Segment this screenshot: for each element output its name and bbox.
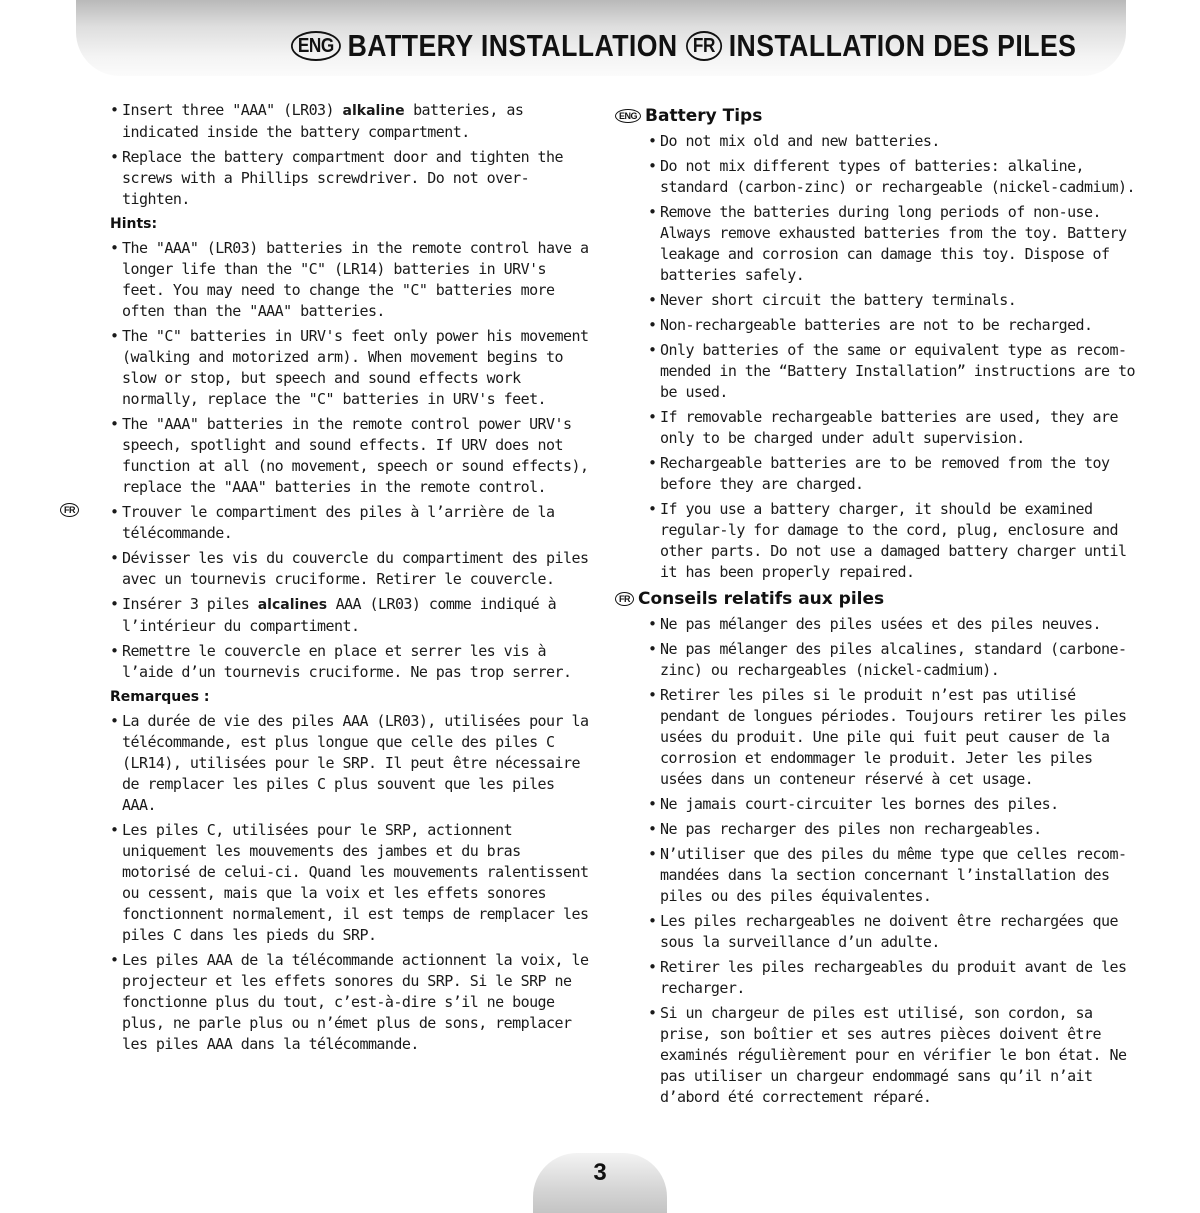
fr-install-step: • Trouver le compartiment des piles à l’arrière de la télécommande. [110, 502, 590, 544]
battery-tip: • Remove the batteries during long periods of non-use. Always remove exhausted batteries from the toy. Battery leakage and corrosion can damage this toy. Dispose of batteries safely. [648, 202, 1135, 286]
battery-tip: • Do not mix old and new batteries. [648, 131, 1135, 152]
conseil-item: • Ne jamais court-circuiter les bornes des piles. [648, 794, 1135, 815]
hints-heading: Hints: [110, 216, 158, 232]
battery-tips-heading: ENG Battery Tips [615, 104, 1135, 128]
eng-language-badge-small: ENG [615, 109, 641, 123]
page-number: 3 [593, 1159, 607, 1186]
battery-tip: • If removable rechargeable batteries are used, they are only to be charged under adult supervision. [648, 407, 1135, 449]
fr-install-step: • Dévisser les vis du couvercle du compartiment des piles avec un tournevis cruciforme. Retirer le couvercle. [110, 548, 590, 590]
fr-language-badge-small: FR [60, 503, 79, 517]
remarque-item: • Les piles C, utilisées pour le SRP, actionnent uniquement les mouvements des jambes et du bras motorisé de celui-ci. Quand les mouvements ralentissent ou cessent, mais que la voix et les effets sonores fonctionnent normalement, il est temps de remplacer les piles C dans les pieds du SRP. [110, 820, 590, 946]
page-number-tab [533, 1153, 667, 1213]
fr-language-badge-small: FR [615, 592, 634, 606]
battery-tip: • Do not mix different types of batteries: alkaline, standard (carbon-zinc) or rechargeable (nickel-cadmium). [648, 156, 1135, 198]
battery-tip: • Non-rechargeable batteries are not to be recharged. [648, 315, 1135, 336]
conseil-item: • Retirer les piles rechargeables du produit avant de les recharger. [648, 957, 1135, 999]
left-column [60, 100, 590, 1059]
fr-install-block [60, 502, 590, 683]
eng-install-step: • Replace the battery compartment door and tighten the screws with a Phillips screwdriver. Do not over-tighten. [110, 147, 590, 210]
hint-item: • The "AAA" (LR03) batteries in the remote control have a longer life than the "C" (LR14) batteries in URV's feet. You may need to change the "C" batteries more often than the "AAA" batteries. [110, 238, 590, 322]
header-title-eng [291, 24, 678, 68]
conseil-item: • Les piles rechargeables ne doivent être rechargées que sous la surveillance d’un adulte. [648, 911, 1135, 953]
header-fr-text: INSTALLATION DES PILES [728, 28, 1077, 63]
conseil-item: • Ne pas mélanger des piles usées et des piles neuves. [648, 614, 1135, 635]
conseil-item: • Ne pas mélanger des piles alcalines, standard (carbone-zinc) ou rechargeables (nickel-cadmium). [648, 639, 1135, 681]
battery-tip: • If you use a battery charger, it should be examined regular-ly for damage to the cord, plug, enclosure and other parts. Do not use a damaged battery charger until it has been properly repaired. [648, 499, 1135, 583]
battery-tip: • Rechargeable batteries are to be removed from the toy before they are charged. [648, 453, 1135, 495]
battery-tip: • Never short circuit the battery terminals. [648, 290, 1135, 311]
header-title-fr [686, 24, 1076, 68]
eng-install-step: • Insert three "AAA" (LR03) alkaline batteries, as indicated inside the battery compartment. [110, 100, 590, 143]
conseil-item: • Si un chargeur de piles est utilisé, son cordon, sa prise, son boîtier et ses autres pièces doivent être examinés régulièrement pour en vérifier le bon état. Ne pas utiliser un chargeur endommagé sans qu’il n’ait d’abord été correctement réparé. [648, 1003, 1135, 1108]
battery-tip: • Only batteries of the same or equivalent type as recom-mended in the “Battery Installation” instructions are to be used. [648, 340, 1135, 403]
hint-item: • The "C" batteries in URV's feet only power his movement (walking and motorized arm). When movement begins to slow or stop, but speech and sound effects work normally, replace the "C" batteries in URV's feet. [110, 326, 590, 410]
eng-language-badge: ENG [291, 31, 341, 61]
conseil-item: • N’utiliser que des piles du même type que celles recom-mandées dans la section concernant l’installation des piles ou des piles équivalentes. [648, 844, 1135, 907]
fr-install-step: • Remettre le couvercle en place et serrer les vis à l’aide d’un tournevis cruciforme. Ne pas trop serrer. [110, 641, 590, 683]
conseil-item: • Retirer les piles si le produit n’est pas utilisé pendant de longues périodes. Toujours retirer les piles usées du produit. Une pile qui fuit peut causer de la corrosion et endommager le produit. Jeter les piles usées dans un conteneur réservé à cet usage. [648, 685, 1135, 790]
fr-language-badge: FR [686, 31, 722, 61]
conseil-item: • Ne pas recharger des piles non rechargeables. [648, 819, 1135, 840]
header-banner [76, 0, 1126, 76]
remarque-item: • Les piles AAA de la télécommande actionnent la voix, le projecteur et les effets sonores du SRP. Si le SRP ne fonctionne plus du tout, c’est-à-dire s’il ne bouge plus, ne parle plus ou n’émet plus de sons, remplacer les piles AAA dans la télécommande. [110, 950, 590, 1055]
remarque-item: • La durée de vie des piles AAA (LR03), utilisées pour la télécommande, est plus longue que celle des piles C (LR14), utilisées pour le SRP. Il peut être nécessaire de remplacer les piles C plus souvent que les piles AAA. [110, 711, 590, 816]
conseils-heading: FR Conseils relatifs aux piles [615, 587, 1135, 611]
header-eng-text: BATTERY INSTALLATION [347, 28, 678, 63]
hint-item: • The "AAA" batteries in the remote control power URV's speech, spotlight and sound effects. If URV does not function at all (no movement, speech or sound effects), replace the "AAA" batteries in the remote control. [110, 414, 590, 498]
fr-install-step: • Insérer 3 piles alcalines AAA (LR03) comme indiqué à l’intérieur du compartiment. [110, 594, 590, 637]
right-column [615, 100, 1135, 1112]
remarques-heading: Remarques : [110, 689, 210, 705]
